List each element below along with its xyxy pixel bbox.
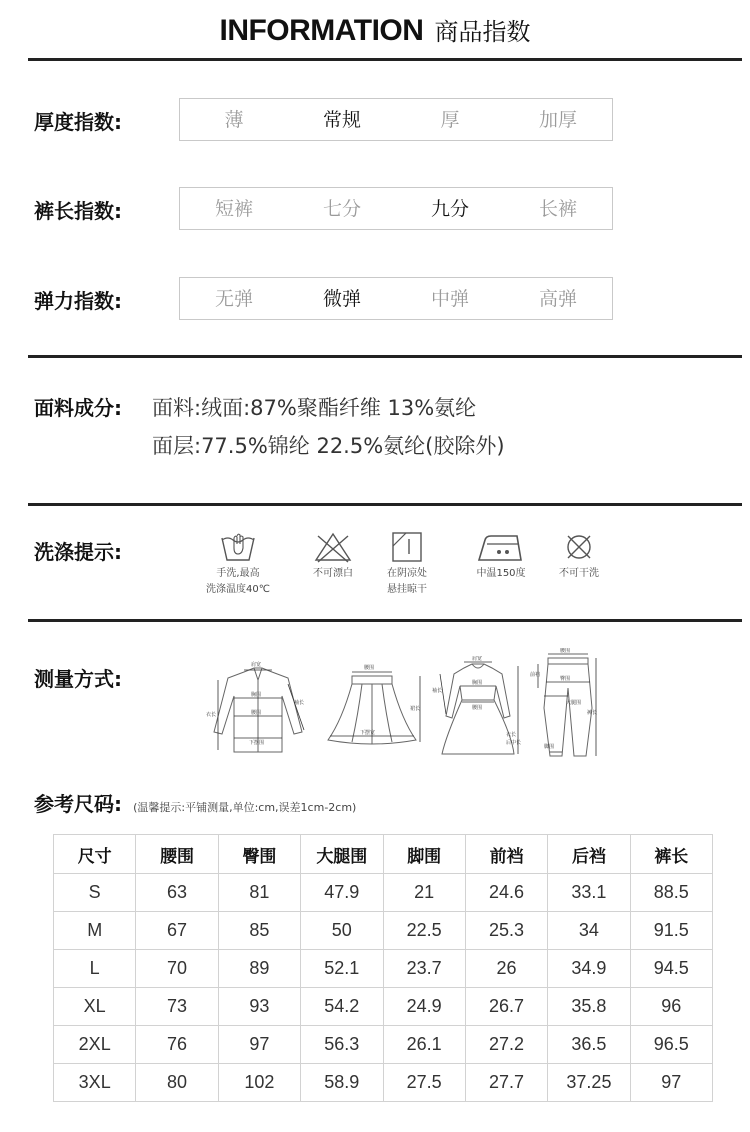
shirt-label-length: 衣长 (206, 712, 217, 718)
table-row (54, 874, 713, 912)
table-cell: 24.6 (465, 874, 547, 912)
dress-measure-figure (432, 656, 524, 760)
table-cell: 91.5 (630, 912, 712, 950)
no-bleach-caption: 不可漂白 (313, 568, 353, 579)
title-cn: 商品指数 (434, 18, 531, 46)
dress-label-shoulder: 肩宽 (472, 656, 483, 662)
header-front-rise: 前裆 (465, 835, 547, 874)
iron-medium-icon (475, 530, 527, 564)
page-header (0, 12, 750, 48)
header-waist: 腰围 (136, 835, 218, 874)
fabric-label: 面料成分: (34, 396, 122, 420)
section-divider-1 (28, 355, 742, 358)
skirt-measure-icon (322, 660, 426, 752)
shirt-measure-figure (204, 660, 312, 760)
shirt-measure-icon (204, 660, 312, 760)
skirt-measure-figure (322, 660, 426, 752)
stretch-index-label: 弹力指数: (34, 289, 122, 313)
size-table (53, 834, 713, 1102)
table-cell: 24.9 (383, 988, 465, 1026)
dress-label-length: 衣长 (506, 732, 517, 738)
hand-wash-icon (218, 530, 258, 564)
table-cell: 26.1 (383, 1026, 465, 1064)
table-cell: 27.2 (465, 1026, 547, 1064)
thickness-index-row (34, 98, 654, 142)
wash-item-no-dry-clean (550, 530, 608, 580)
table-cell: 27.5 (383, 1064, 465, 1102)
table-cell: 47.9 (301, 874, 383, 912)
table-cell: 23.7 (383, 950, 465, 988)
thickness-option-extra-thick: 加厚 (538, 109, 577, 131)
table-cell: 96 (630, 988, 712, 1026)
table-row (54, 950, 713, 988)
table-cell: 67 (136, 912, 218, 950)
table-cell: 22.5 (383, 912, 465, 950)
table-cell: 50 (301, 912, 383, 950)
hand-wash-caption-1: 手洗,最高 (216, 568, 260, 579)
skirt-label-waist: 腰围 (364, 665, 375, 671)
table-cell: 33.1 (548, 874, 630, 912)
fabric-line-1: 面料:绒面:87%聚酯纤维 13%氨纶 (152, 396, 477, 420)
table-cell: 26.7 (465, 988, 547, 1026)
length-option-seven-tenths: 七分 (322, 198, 361, 220)
table-row (54, 1026, 713, 1064)
table-cell: S (54, 874, 136, 912)
size-label: 参考尺码: (34, 792, 122, 816)
pants-label-front-rise: 前裆 (530, 672, 541, 678)
dress-label-back-length: 后中长 (506, 740, 522, 746)
thickness-index-label: 厚度指数: (34, 110, 122, 134)
table-cell: 36.5 (548, 1026, 630, 1064)
dress-label-chest: 胸围 (472, 680, 483, 686)
table-cell: 56.3 (301, 1026, 383, 1064)
iron-caption: 中温150度 (476, 568, 526, 579)
table-cell: 97 (218, 1026, 300, 1064)
length-index-label: 裤长指数: (34, 199, 122, 223)
length-index-options (179, 187, 613, 230)
thickness-option-regular: 常规 (322, 109, 361, 131)
thickness-index-options (179, 98, 613, 141)
dress-label-waist: 腰围 (472, 705, 483, 711)
stretch-index-options (179, 277, 613, 320)
wash-label: 洗涤提示: (34, 540, 122, 564)
header-thigh: 大腿围 (301, 835, 383, 874)
table-cell: 26 (465, 950, 547, 988)
shirt-label-waist: 腰围 (251, 710, 262, 716)
stretch-index-row (34, 277, 654, 321)
dress-measure-icon (432, 656, 524, 760)
table-row (54, 912, 713, 950)
stretch-option-none: 无弹 (214, 288, 253, 310)
table-cell: M (54, 912, 136, 950)
shirt-label-sleeve: 袖长 (294, 700, 305, 706)
shirt-label-chest: 胸围 (251, 692, 262, 698)
size-section-title (34, 788, 356, 817)
header-leg-opening: 脚围 (383, 835, 465, 874)
table-cell: L (54, 950, 136, 988)
length-option-full: 长裤 (538, 198, 577, 220)
table-cell: 25.3 (465, 912, 547, 950)
table-cell: 63 (136, 874, 218, 912)
table-cell: 85 (218, 912, 300, 950)
header-back-rise: 后裆 (548, 835, 630, 874)
pants-label-hip: 臀围 (560, 676, 571, 682)
stretch-option-high: 高弹 (538, 288, 577, 310)
wash-item-shade-dry (376, 530, 438, 596)
table-cell: 52.1 (301, 950, 383, 988)
pants-measure-icon (530, 648, 600, 760)
table-row (54, 1064, 713, 1102)
table-row (54, 988, 713, 1026)
table-cell: 21 (383, 874, 465, 912)
table-cell: 97 (630, 1064, 712, 1102)
pants-label-length: 裤长 (587, 710, 598, 716)
table-cell: XL (54, 988, 136, 1026)
table-cell: 93 (218, 988, 300, 1026)
table-cell: 35.8 (548, 988, 630, 1026)
wash-item-iron (468, 530, 534, 580)
shirt-label-hem: 下摆围 (249, 740, 265, 746)
table-cell: 94.5 (630, 950, 712, 988)
table-cell: 54.2 (301, 988, 383, 1026)
section-divider-2 (28, 503, 742, 506)
table-cell: 37.25 (548, 1064, 630, 1102)
skirt-label-hem: 下摆宽 (360, 730, 376, 736)
no-dry-clean-icon (562, 530, 596, 564)
stretch-option-slight: 微弹 (322, 288, 361, 310)
table-cell: 27.7 (465, 1064, 547, 1102)
stretch-option-medium: 中弹 (430, 288, 469, 310)
table-cell: 76 (136, 1026, 218, 1064)
table-cell: 34 (548, 912, 630, 950)
fabric-line-2: 面层:77.5%锦纶 22.5%氨纶(胶除外) (152, 434, 505, 458)
section-divider-3 (28, 619, 742, 622)
table-cell: 58.9 (301, 1064, 383, 1102)
length-option-shorts: 短裤 (214, 198, 253, 220)
no-bleach-icon (312, 530, 354, 564)
shade-dry-caption-1: 在阴凉处 (387, 568, 427, 579)
length-index-row (34, 187, 654, 231)
header-hip: 臀围 (218, 835, 300, 874)
header-size: 尺寸 (54, 835, 136, 874)
table-cell: 81 (218, 874, 300, 912)
table-cell: 3XL (54, 1064, 136, 1102)
shade-dry-icon (390, 530, 424, 564)
wash-item-hand-wash (196, 530, 280, 596)
thickness-option-thin: 薄 (224, 109, 244, 131)
header-divider (28, 58, 742, 61)
thickness-option-thick: 厚 (440, 109, 460, 131)
header-length: 裤长 (630, 835, 712, 874)
dress-label-sleeve: 袖长 (432, 688, 443, 694)
skirt-label-length: 裙长 (410, 706, 421, 712)
wash-item-no-bleach (300, 530, 366, 580)
pants-measure-figure (530, 648, 600, 760)
shirt-label-shoulder: 肩宽 (251, 662, 262, 668)
measure-label: 测量方式: (34, 667, 122, 691)
hand-wash-caption-2: 洗涤温度40℃ (206, 584, 270, 595)
table-cell: 88.5 (630, 874, 712, 912)
table-cell: 34.9 (548, 950, 630, 988)
size-note: (温馨提示:平铺测量,单位:cm,误差1cm-2cm) (133, 801, 357, 814)
table-cell: 80 (136, 1064, 218, 1102)
shade-dry-caption-2: 悬挂晾干 (387, 584, 427, 595)
title-en: INFORMATION (219, 14, 424, 47)
table-cell: 73 (136, 988, 218, 1026)
size-table-header (54, 835, 713, 874)
table-cell: 70 (136, 950, 218, 988)
pants-label-thigh: 大腿围 (566, 700, 582, 706)
no-dry-clean-caption: 不可干洗 (559, 568, 599, 579)
pants-label-waist: 腰围 (560, 648, 571, 654)
pants-label-leg-opening: 脚围 (544, 744, 555, 750)
table-cell: 96.5 (630, 1026, 712, 1064)
table-cell: 2XL (54, 1026, 136, 1064)
table-cell: 89 (218, 950, 300, 988)
table-cell: 102 (218, 1064, 300, 1102)
length-option-nine-tenths: 九分 (430, 198, 469, 220)
